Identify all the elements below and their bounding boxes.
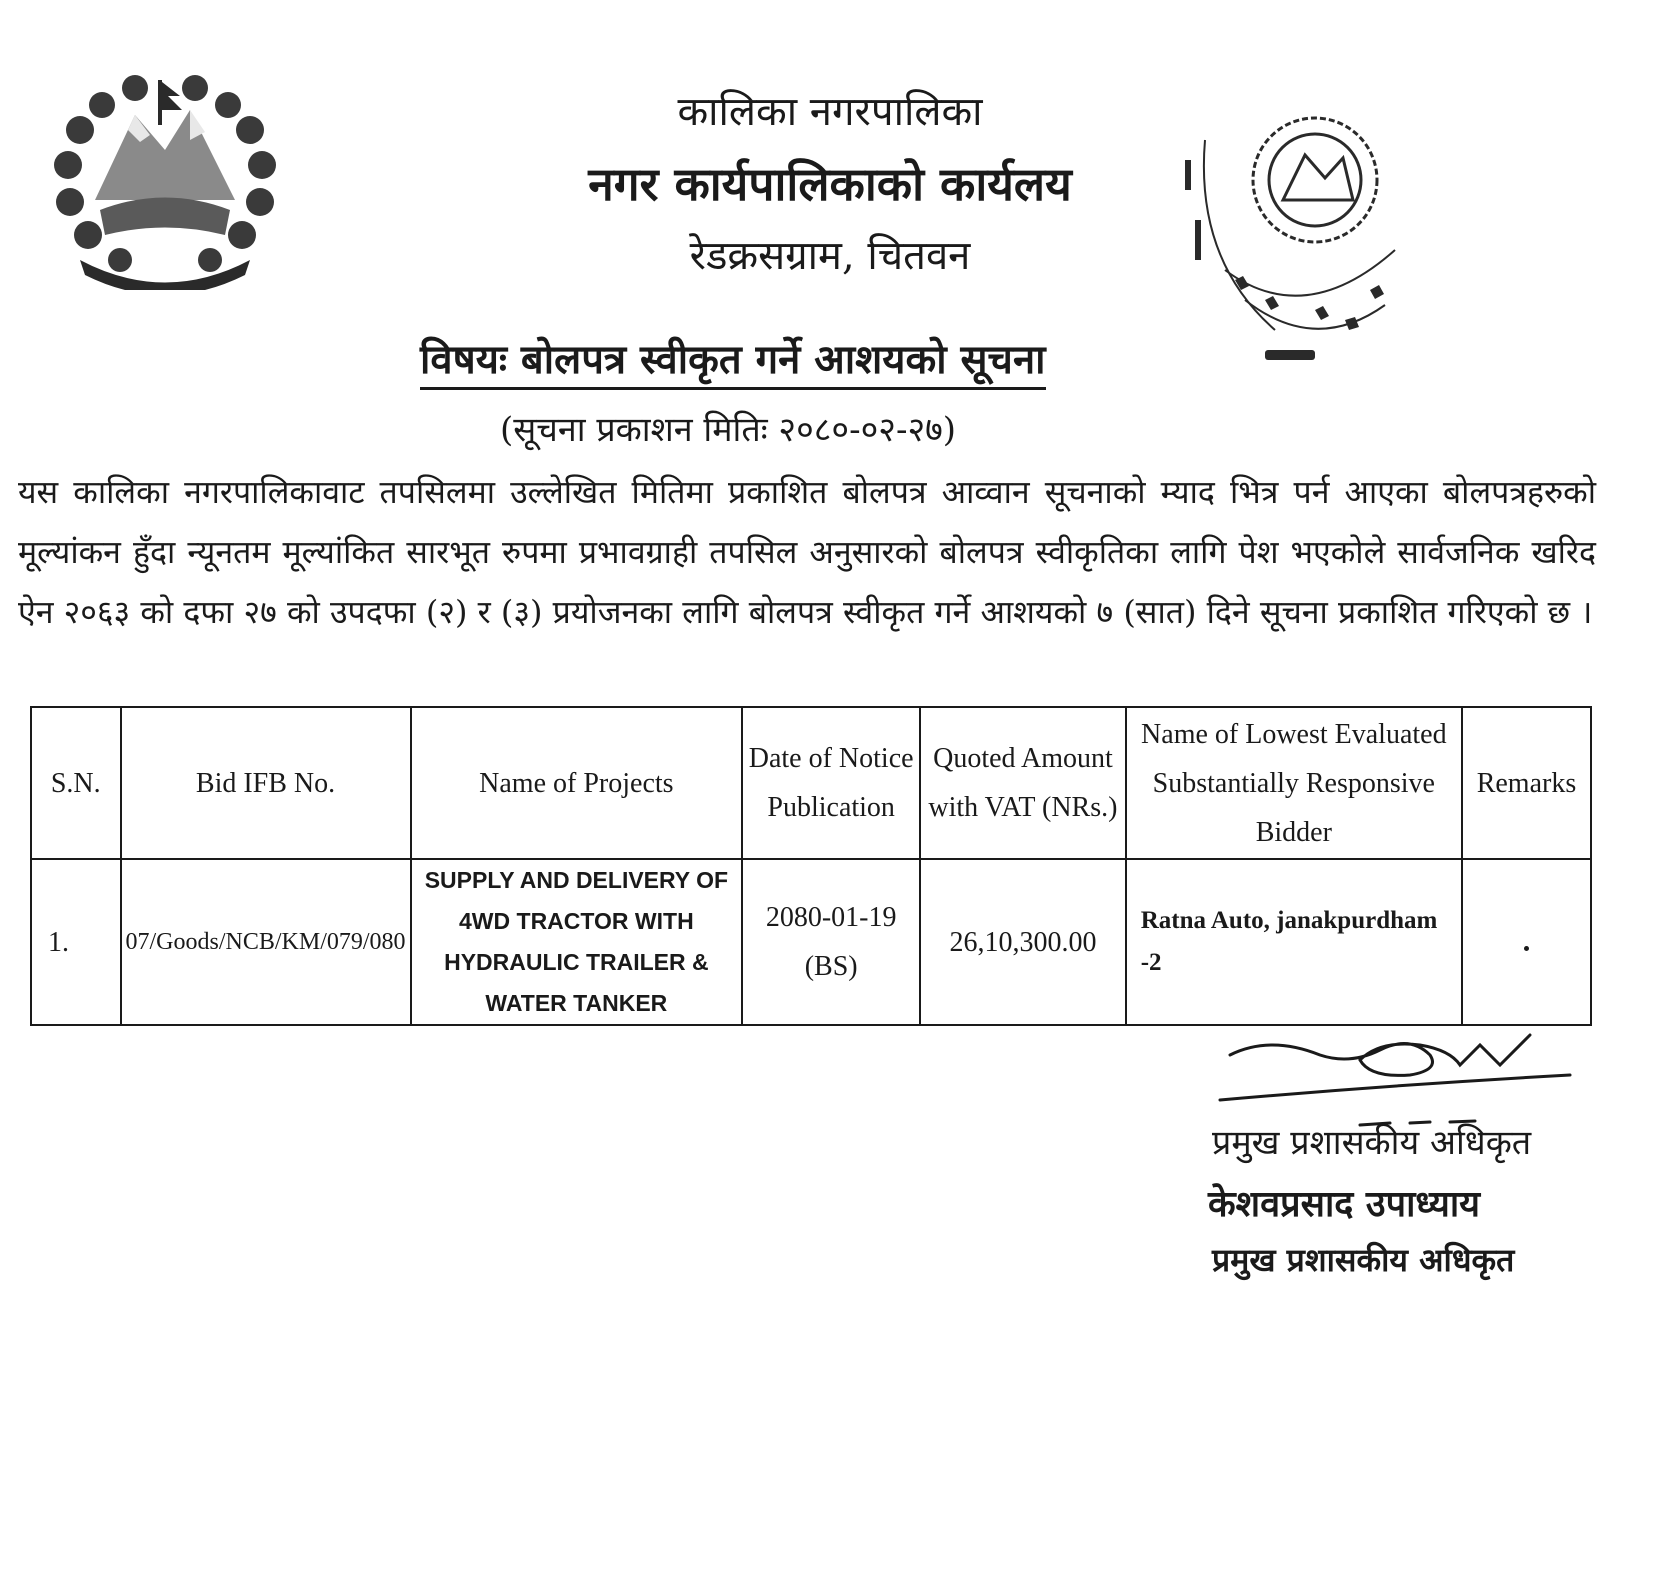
cell-sn: 1. (31, 859, 121, 1025)
signatory-stamp-title: प्रमुख प्रशासकीय अधिकृत (1212, 1241, 1515, 1279)
header-quoted-amount: Quoted Amount with VAT (NRs.) (920, 707, 1126, 859)
notice-subject: विषयः बोलपत्र स्वीकृत गर्ने आशयको सूचना (420, 330, 1046, 390)
office-seal-stamp (1165, 100, 1445, 400)
table-header-row (31, 707, 1591, 859)
publication-date: (सूचना प्रकाशन मितिः २०८०-०२-२७) (500, 410, 957, 450)
header-remarks: Remarks (1462, 707, 1591, 859)
header-sn: S.N. (31, 707, 121, 859)
municipality-name: कालिका नगरपालिका (677, 89, 983, 135)
notice-body-text: यस कालिका नगरपालिकावाट तपसिलमा उल्लेखित मितिमा प्रकाशित बोलपत्र आव्वान सूचनाको म्याद भित्र पर्न आएका बोलपत्रहरुको मूल्यांकन हुँदा न्यूनतम मूल्यांकित सारभूत रुपमा प्रभावग्राही तपसिल अनुसारको बोलपत्र स्वीकृतिका लागि पेश भएकोले सार्वजनिक खरिद ऐन २०६३ को दफा २७ को उपदफा (२) र (३) प्रयोजनका लागि बोलपत्र स्वीकृत गर्ने आशयको ७ (सात) दिने सूचना प्रकाशित गरिएको छ । (18, 473, 1596, 631)
header-lowest-bidder: Name of Lowest Evaluated Substantially Responsive Bidder (1126, 707, 1462, 859)
office-name: नगर कार्यपालिकाको कार्यलय (588, 157, 1072, 211)
cell-project-name: SUPPLY AND DELIVERY OF 4WD TRACTOR WITH HYDRAULIC TRAILER & WATER TANKER (411, 859, 743, 1025)
signatory-name: केशवप्रसाद उपाध्याय (1208, 1183, 1481, 1225)
cell-remarks (1462, 859, 1591, 1025)
header-bid-ifb-no: Bid IFB No. (121, 707, 411, 859)
cell-quoted-amount: 26,10,300.00 (920, 859, 1126, 1025)
cell-lowest-bidder: Ratna Auto, janakpurdham -2 (1126, 859, 1462, 1025)
office-address: रेडक्रसग्राम, चितवन (689, 233, 971, 279)
cell-notice-date: 2080-01-19 (BS) (742, 859, 920, 1025)
header-project-name: Name of Projects (411, 707, 743, 859)
cell-bid-ifb-no: 07/Goods/NCB/KM/079/080 (121, 859, 411, 1025)
signatory-title: प्रमुख प्रशासकीय अधिकृत (1212, 1123, 1532, 1163)
header-notice-date: Date of Notice Publication (742, 707, 920, 859)
table-row (31, 859, 1591, 1025)
dot-mark (1524, 946, 1529, 951)
bid-table (30, 706, 1592, 1026)
